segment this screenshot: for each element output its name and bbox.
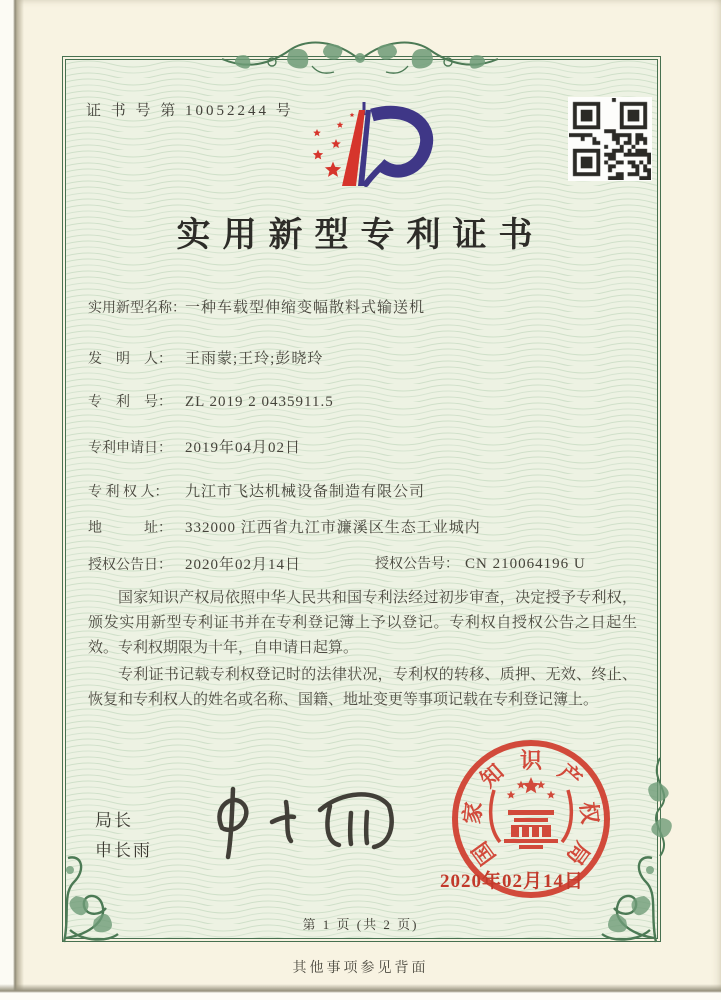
legal-paragraph-1: 国家知识产权局依照中华人民共和国专利法经过初步审查，决定授予专利权，颁发实用新型专利证书并在专利登记簿上予以登记。专利权自授权公告之日起生效。专利权期限为十年，自申请日起算。: [88, 590, 637, 656]
field-value: ZL 2019 2 0435911.5: [185, 394, 334, 410]
legal-paragraph-2: 专利证书记载专利权登记时的法律状况，专利权的转移、质押、无效、终止、恢复和专利权人的姓名或名称、国籍、地址变更等事项记载在专利登记簿上。: [88, 667, 637, 708]
field-label: 专利申请日：: [88, 441, 172, 456]
field-label: 专 利 号：: [88, 395, 172, 410]
cnipa-patent-logo-icon: [296, 100, 436, 196]
field-value: CN 210064196 U: [465, 556, 586, 572]
field-filing-date: [88, 436, 648, 457]
field-label: 授权公告日：: [88, 558, 172, 573]
svg-text:国: 国: [467, 837, 501, 870]
page-indicator: 第 1 页 (共 2 页): [302, 917, 419, 932]
field-value: 王雨蒙;王玲;彭晓玲: [185, 351, 324, 367]
scan-edge-bottom: [0, 980, 721, 1000]
qr-code: [568, 97, 652, 181]
certificate-title: 实用新型专利证书: [176, 217, 545, 254]
field-patent-number: [88, 391, 648, 411]
certificate-number: 证 书 号 第 10052244 号: [86, 103, 294, 119]
svg-text:权: 权: [575, 800, 603, 826]
signatory-title: 局长: [95, 811, 133, 830]
field-grant-announcement: [88, 553, 648, 574]
svg-text:家: 家: [459, 800, 487, 826]
field-label: 发 明 人：: [88, 352, 172, 367]
scan-edge-left: [0, 0, 24, 1000]
field-label: 专 利 权 人：: [88, 485, 169, 500]
director-signature-icon: [192, 776, 402, 868]
field-label: 实用新型名称：: [88, 301, 186, 316]
signatory-name: 申长雨: [95, 841, 152, 860]
field-label: 授权公告号：: [375, 557, 459, 572]
field-label: 地 址：: [88, 521, 172, 536]
field-inventors: [88, 347, 648, 368]
seal-date: 2020年02月14日: [440, 871, 585, 892]
field-value: 一种车载型伸缩变幅散料式输送机: [185, 300, 426, 316]
signatory-block: [95, 806, 152, 866]
field-value: 2020年02月14日: [185, 557, 302, 573]
svg-text:识: 识: [519, 748, 543, 773]
field-value: 332000 江西省九江市濂溪区生态工业城内: [185, 520, 481, 536]
field-patentee: [88, 480, 648, 501]
field-value: 九江市飞达机械设备制造有限公司: [185, 484, 426, 500]
svg-text:产: 产: [553, 758, 587, 793]
field-utility-model-name: [88, 296, 648, 317]
field-value: 2019年04月02日: [185, 440, 302, 456]
svg-text:知: 知: [475, 758, 509, 793]
back-note: 其他事项参见背面: [292, 961, 429, 976]
field-address: [88, 516, 648, 537]
legal-text: [88, 586, 637, 715]
svg-text:局: 局: [561, 837, 595, 870]
field-grant-number: [375, 553, 586, 573]
